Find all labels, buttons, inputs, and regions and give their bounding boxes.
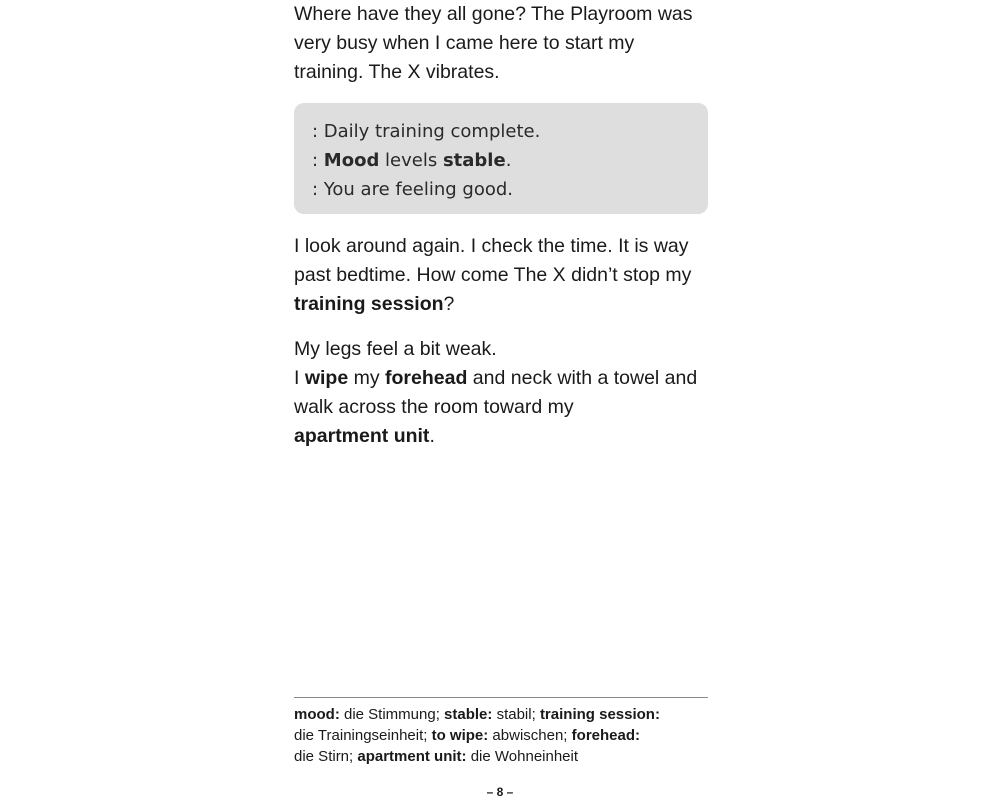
glossary-def-mood: die Stimmung; bbox=[339, 706, 445, 723]
paragraph-3 bbox=[294, 335, 708, 451]
vocab-forehead: forehead bbox=[385, 367, 468, 389]
device-word-mood: Mood bbox=[323, 150, 380, 171]
paragraph-3-text-e: and neck with a towel and walk across the room toward my bbox=[294, 367, 698, 418]
glossary-def-training-session: die Trainingseinheit; bbox=[294, 727, 432, 744]
glossary-def-apartment-unit: die Wohneinheit bbox=[466, 748, 579, 765]
device-line-3: : You are feeling good. bbox=[312, 179, 514, 200]
paragraph-3-end: . bbox=[429, 425, 435, 447]
glossary-term-stable: stable: bbox=[444, 706, 493, 723]
device-line-2 bbox=[312, 146, 708, 175]
glossary-term-mood: mood: bbox=[294, 706, 340, 723]
glossary-def-stable: stabil; bbox=[492, 706, 540, 723]
paragraph-2 bbox=[294, 232, 708, 319]
device-line-1: : Daily training complete. bbox=[312, 121, 541, 142]
vocab-apartment-unit: apartment unit bbox=[294, 425, 430, 447]
glossary-term-training-session: training session: bbox=[539, 706, 660, 723]
glossary-term-wipe: to wipe: bbox=[431, 727, 489, 744]
device-word-stable: stable bbox=[442, 150, 506, 171]
paragraph-2-text: I look around again. I check the time. It is way past bedtime. How come The X didn’t stop my bbox=[294, 235, 692, 286]
vocab-wipe: wipe bbox=[304, 367, 349, 389]
paragraph-1-text: Where have they all gone? The Playroom was very busy when I came here to start my training. The X vibrates. bbox=[294, 3, 693, 83]
vocab-training-session: training session bbox=[294, 293, 444, 315]
paragraph-3-text-c: my bbox=[348, 367, 386, 389]
paragraph-1 bbox=[294, 0, 708, 87]
device-line-2-end: . bbox=[505, 150, 512, 171]
device-line-2-prefix: : bbox=[312, 150, 324, 171]
paragraph-3-text-a: I bbox=[294, 367, 305, 389]
paragraph-2-end: ? bbox=[443, 293, 455, 315]
glossary-divider bbox=[294, 697, 708, 698]
glossary-def-forehead: die Stirn; bbox=[294, 748, 358, 765]
device-message-box bbox=[294, 103, 708, 214]
device-line-2-mid: levels bbox=[379, 150, 443, 171]
glossary-term-apartment-unit: apartment unit: bbox=[357, 748, 467, 765]
page-number: – 8 – bbox=[486, 785, 514, 799]
glossary-def-wipe: abwischen; bbox=[488, 727, 572, 744]
glossary-term-forehead: forehead: bbox=[571, 727, 640, 744]
paragraph-3-line-1: My legs feel a bit weak. bbox=[294, 338, 497, 360]
glossary bbox=[294, 704, 714, 767]
